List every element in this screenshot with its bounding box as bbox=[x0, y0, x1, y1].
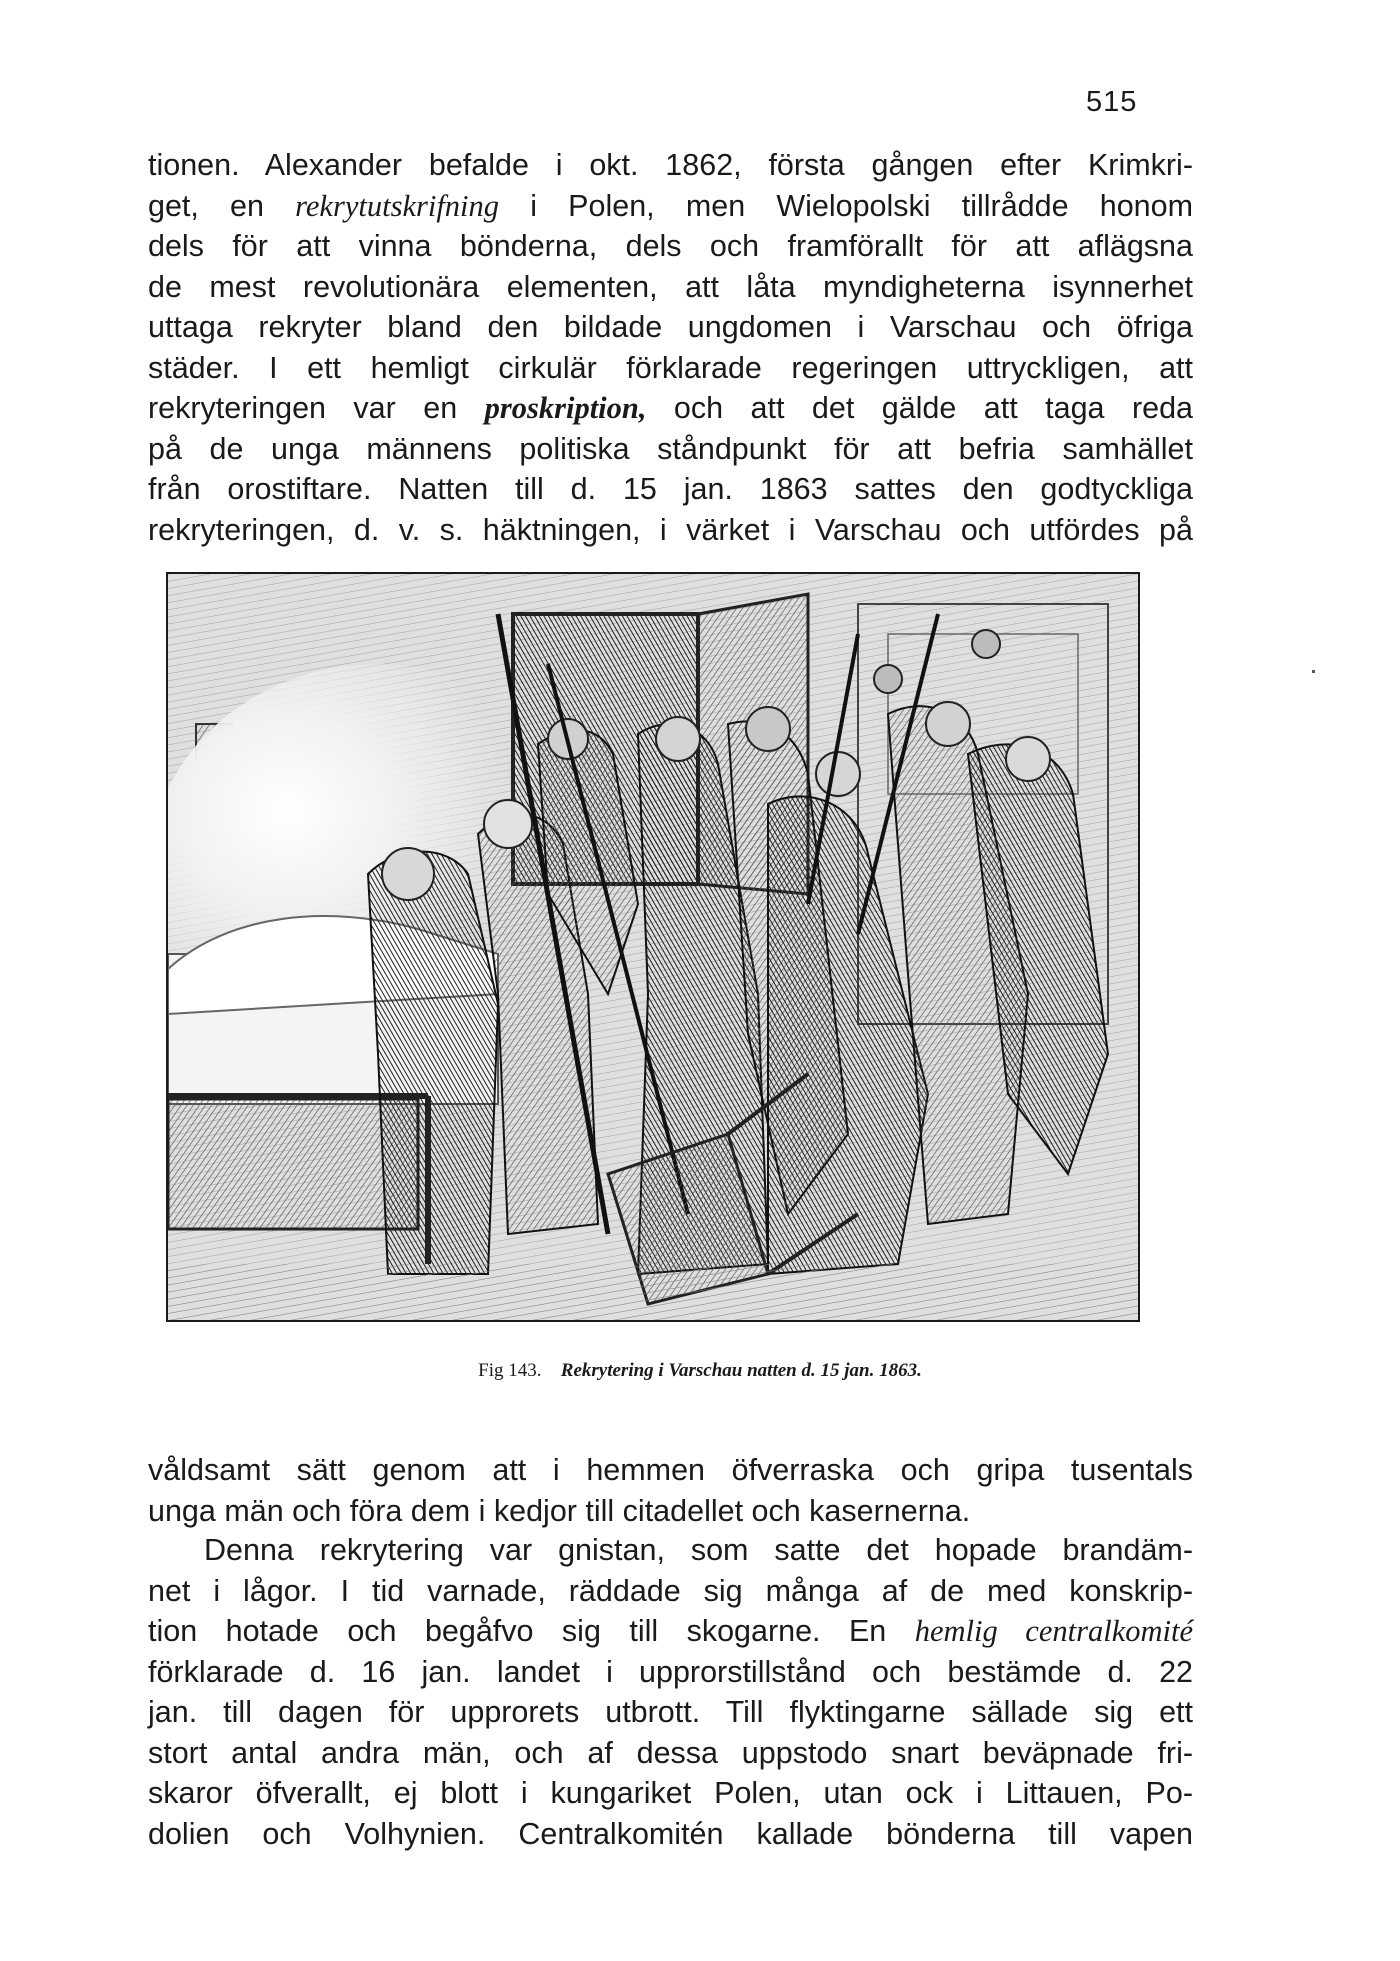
text-line: unga män och föra dem i kedjor till citadellet och kasernerna. bbox=[148, 1493, 971, 1528]
engraving-illustration bbox=[166, 572, 1140, 1322]
text-line: tion hotade och begåfvo sig till skogarne. En hemlig centralkomité bbox=[148, 1614, 1193, 1648]
text-line: rekryteringen, d. v. s. häktningen, i värket i Varschau och utfördes på bbox=[148, 512, 1193, 547]
figure-label: Fig 143. bbox=[478, 1360, 542, 1381]
emphasis-proskription: proskription, bbox=[484, 391, 647, 425]
figure-caption bbox=[0, 1360, 1400, 1382]
paragraph-uprising bbox=[148, 1530, 1193, 1854]
text-line: de mest revolutionära elementen, att låta myndigheterna isynnerhet bbox=[148, 269, 1193, 304]
text-line: jan. till dagen för upprorets utbrott. Till flyktingarne sällade sig ett bbox=[148, 1695, 1193, 1729]
text-line: tionen. Alexander befalde i okt. 1862, första gången efter Krimkri- bbox=[148, 148, 1193, 182]
figure-title: Rekrytering i Varschau natten d. 15 jan. 1863. bbox=[560, 1360, 922, 1381]
text-line: våldsamt sätt genom att i hemmen öfverraska och gripa tusentals bbox=[148, 1453, 1193, 1487]
paragraph-intro bbox=[148, 145, 1193, 550]
text-line: städer. I ett hemligt cirkulär förklarade regeringen uttryckligen, att bbox=[148, 350, 1193, 385]
text-line: stort antal andra män, och af dessa uppstodo snart beväpnade fri- bbox=[148, 1735, 1193, 1770]
text-line: get, en rekrytutskrifning i Polen, men Wielopolski tillrådde honom bbox=[148, 188, 1193, 223]
print-speck bbox=[1312, 670, 1315, 673]
text-line: på de unga männens politiska ståndpunkt för att befria samhället bbox=[148, 431, 1193, 466]
engraving-image bbox=[168, 574, 1138, 1320]
emphasis-hemlig-centralkomite: hemlig centralkomité bbox=[914, 1614, 1193, 1648]
text-line: rekryteringen var en proskription, och att det gälde att taga reda bbox=[148, 391, 1193, 425]
text-line: förklarade d. 16 jan. landet i upprorstillstånd och bestämde d. 22 bbox=[148, 1654, 1193, 1689]
paragraph-continuation bbox=[148, 1450, 1193, 1531]
text-line: dels för att vinna bönderna, dels och framförallt för att aflägsna bbox=[148, 229, 1193, 263]
text-line: Denna rekrytering var gnistan, som satte det hopade brandäm- bbox=[204, 1533, 1193, 1567]
emphasis-rekrytutskrifning: rekrytutskrifning bbox=[295, 188, 500, 223]
text-line: uttaga rekryter bland den bildade ungdomen i Varschau och öfriga bbox=[148, 310, 1193, 344]
text-line: från orostiftare. Natten till d. 15 jan. 1863 sattes den godtyckliga bbox=[148, 472, 1193, 506]
text-line: net i lågor. I tid varnade, räddade sig många af de med konskrip- bbox=[148, 1573, 1193, 1608]
text-line: skaror öfverallt, ej blott i kungariket Polen, utan ock i Littauen, Po- bbox=[148, 1776, 1193, 1810]
text-line: dolien och Volhynien. Centralkomitén kallade bönderna till vapen bbox=[148, 1816, 1193, 1851]
page-number: 515 bbox=[1086, 86, 1138, 118]
